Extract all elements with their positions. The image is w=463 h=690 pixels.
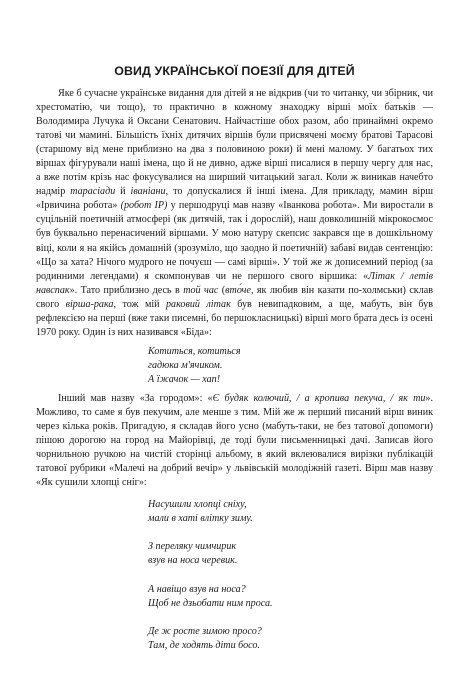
poem-bida: [148, 345, 433, 387]
text-run: Яке б сучасне українське видання для дітей я не відкрив (чи то читанку, чи збірник, чи хрестоматію, чи тощо), то практично в кожному знаходжу вірші моїх батьків — Володимира Лучука й Оксани Сенатович. Найчастіше обох разом, або принаймні окремо татові чи мамині. Більшість їхніх дитячих віршів були присвячені моєму братові Тарасові (старшому від мене приблизно на два з половиною роки) й мені малому. У багатьох тих віршах фігурували наші імена, що й не дивно, адже вірші писалися в першу чергу для нас, а вже потім крізь нас фокусувалися на ширший читацький загал. Коли ж виникав начебто надмір: [36, 88, 433, 198]
italic-run: вто́че: [225, 284, 251, 296]
poem-line: Де ж росте зимою просо?: [148, 625, 262, 637]
poem-line: взув на носа черевик.: [148, 555, 238, 567]
italic-run: вірша-рака: [65, 298, 114, 310]
italic-run: Є будяк колючий, / а кропива пекуча, / як ти: [212, 392, 426, 404]
text-run: , як любив він казати по-холмськи) склав свого: [36, 284, 433, 310]
poem-line: А їжачок — хап!: [148, 373, 221, 385]
text-run: у першодруці мав назву «Іванкова робота». Ми виростали в суцільній поетичній атмосфері (як дитячій, так і дорослій), наш довколишній мікрокосмос був буквально перенасичений віршами. У мою натуру скепсис закрався ще в дошкільному віці, коли я на якійсь домашній (зрозуміло, що заодно й поетичній) забаві видав сентенцію: «Що за хата? Нічого мудрого не почуєш — самі вірші». У той же ж дописемний період (за родинними легендами) я скомпонував чи не першого свого віршика: «: [36, 200, 433, 282]
stanza-gap: [148, 526, 433, 540]
text-run: й: [115, 186, 131, 198]
italic-run: тарасіади: [70, 186, 116, 198]
italic-run: той час: [183, 284, 219, 296]
poem-line: Котиться, котиться: [148, 345, 241, 357]
poem-snih: [148, 498, 433, 652]
text-run: ». Можливо, то саме я був пекучим, але менше з тим. Мій же ж перший писаний вірш виник через кілька років. Пригадую, я складав його усно (мабуть-таки, не без татової допомоги) пішою дорогою на город на Майорівці, де тоді були письменницькі дачі. Записав його чорнильною ручкою на чистій сторінці альбому, в який вклеювалися вирізки публікацій татової рубрики «Малечі на добрий вечір» у львівській молодіжній газеті. Вірш мав назву «Як сушили хлопці сніг»:: [36, 392, 433, 489]
stanza-gap: [148, 611, 433, 625]
paragraph-second: [36, 392, 433, 490]
paragraph-intro: [36, 87, 433, 340]
text-run: Інший мав назву «За городом»: «: [58, 392, 213, 404]
text-run: (: [218, 284, 226, 296]
italic-run: раковий літак: [166, 298, 231, 310]
italic-run: іваніани: [130, 186, 166, 198]
italic-run: Літак / летів навспак: [36, 270, 434, 296]
poem-line: Щоб не дзьобати ним проса.: [148, 597, 273, 609]
text-run: , то допускалися й інші імена. Для прикладу, мамин вірш «Ірвичина робота»: [36, 186, 434, 212]
poem-line: гадюка м'ячиком.: [148, 359, 223, 371]
poem-line: мали в хаті влітку зиму.: [148, 513, 253, 525]
page-title: ОВИД УКРАЇНСЬКОЇ ПОЕЗІЇ ДЛЯ ДІТЕЙ: [114, 64, 355, 78]
text-run: , тож мій: [113, 298, 166, 310]
text-run: ». Тато приблизно десь в: [69, 284, 184, 296]
stanza-gap: [148, 569, 433, 583]
poem-line: А навіщо взув на носа?: [148, 583, 246, 595]
text-run: був невипадковим, а ще, мабуть, він був рефлексією на перші (вже таки писемні, бо першокласницькі) вірші мого брата десь із осені 1970 року. Один із них називався «Біда»:: [36, 298, 433, 338]
poem-line: Там, де ходять діти босо.: [148, 639, 260, 651]
poem-line: Насушили хлопці сніху,: [148, 499, 247, 511]
poem-line: З переляку чимчирик: [148, 541, 237, 553]
italic-run: (робот ІР): [120, 200, 168, 212]
